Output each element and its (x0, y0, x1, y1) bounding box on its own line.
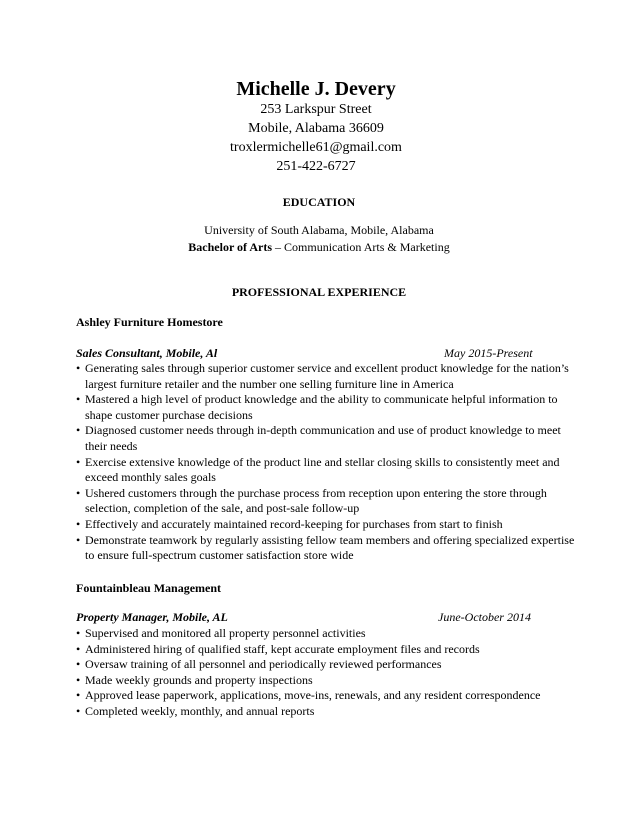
job-bullet: • Demonstrate teamwork by regularly assisting fellow team members and offering specialized expertise to ensure full-spectrum customer satisfaction store wide (76, 533, 576, 564)
job-bullet: • Mastered a high level of product knowledge and the ability to communicate helpful information to shape customer purchase decisions (76, 392, 576, 423)
job-bullet: • Made weekly grounds and property inspections (76, 673, 576, 689)
education-block (0, 222, 638, 256)
job-bullet: • Effectively and accurately maintained record-keeping for purchases from start to finish (76, 517, 576, 533)
job-bullet: • Administered hiring of qualified staff, kept accurate employment files and records (76, 642, 576, 658)
job-title-row (76, 609, 540, 625)
job-bullet-list (76, 361, 576, 564)
experience-heading: PROFESSIONAL EXPERIENCE (231, 285, 407, 299)
degree-field: – Communication Arts & Marketing (272, 240, 450, 254)
phone-number: 251-422-6727 (276, 159, 356, 174)
job-bullet: • Diagnosed customer needs through in-depth communication and use of product knowledge to meet their needs (76, 423, 576, 454)
job-bullet: • Supervised and monitored all property personnel activities (76, 626, 576, 642)
email-address: troxlermichelle61@gmail.com (230, 140, 402, 155)
resume-header (0, 78, 638, 176)
employer-name: Fountainbleau Management (76, 581, 222, 595)
degree-title: Bachelor of Arts (188, 240, 273, 254)
job-bullet: • Completed weekly, monthly, and annual reports (76, 704, 576, 720)
job-title: Sales Consultant, Mobile, Al (76, 346, 218, 360)
job-bullet: • Ushered customers through the purchase process from reception upon entering the store through selection, completion of the sale, and post-sale follow-up (76, 486, 576, 517)
job-bullet-list (76, 626, 576, 720)
job-bullet: • Generating sales through superior customer service and excellent product knowledge for the nation’s largest furniture retailer and the number one selling furniture line in America (76, 361, 576, 392)
degree-line (0, 239, 638, 256)
candidate-name: Michelle J. Devery (236, 78, 396, 100)
city-state-zip: Mobile, Alabama 36609 (248, 121, 384, 136)
job-bullet: • Approved lease paperwork, applications, move-ins, renewals, and any resident correspondence (76, 688, 576, 704)
employer-name: Ashley Furniture Homestore (76, 315, 223, 329)
education-heading: EDUCATION (282, 195, 356, 209)
job-bullet: • Oversaw training of all personnel and periodically reviewed performances (76, 657, 576, 673)
job-title: Property Manager, Mobile, AL (76, 610, 228, 624)
job-dates: May 2015-Present (444, 346, 533, 360)
job-bullet: • Exercise extensive knowledge of the product line and stellar closing skills to consistently meet and exceed monthly sales goals (76, 455, 576, 486)
street-address: 253 Larkspur Street (260, 102, 372, 117)
job-dates: June-October 2014 (438, 610, 531, 624)
job-title-row (76, 345, 540, 361)
school-name: University of South Alabama, Mobile, Alabama (204, 223, 434, 237)
